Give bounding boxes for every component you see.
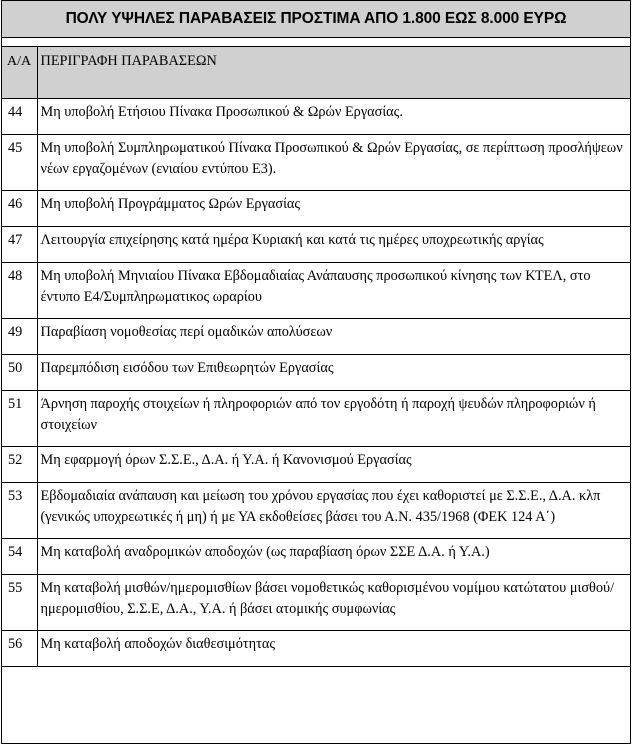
table-row bbox=[2, 391, 630, 447]
violation-description: Μη υποβολή Μηνιαίου Πίνακα Εβδομαδιαίας Ανάπαυσης προσωπικού κίνησης των ΚΤΕΛ, στο έντυπο Ε4/Συμπληρωματικος ωραρίου bbox=[37, 263, 630, 319]
violation-description: Μη καταβολή αναδρομικών αποδοχών (ως παραβίαση όρων ΣΣΕ Δ.Α. ή Υ.Α.) bbox=[37, 539, 630, 575]
violation-number: 55 bbox=[2, 575, 37, 631]
violation-description: Μη εφαρμογή όρων Σ.Σ.Ε., Δ.Α. ή Υ.Α. ή Κανονισμού Εργασίας bbox=[37, 447, 630, 483]
violation-description: Μη καταβολή αποδοχών διαθεσιμότητας bbox=[37, 631, 630, 667]
violation-description: Άρνηση παροχής στοιχείων ή πληροφοριών από τον εργοδότη ή παροχή ψευδών πληροφοριών ή στοιχείων bbox=[37, 391, 630, 447]
violation-description: Μη υποβολή Προγράμματος Ωρών Εργασίας bbox=[37, 191, 630, 227]
violation-description: Μη υποβολή Συμπληρωματικού Πίνακα Προσωπικού & Ωρών Εργασίας, σε περίπτωση προσλήψεων νέων εργαζομένων (ενιαίου εντύπου Ε3). bbox=[37, 135, 630, 191]
table-row bbox=[2, 319, 630, 355]
violation-number: 56 bbox=[2, 631, 37, 667]
violation-number: 52 bbox=[2, 447, 37, 483]
violation-number: 46 bbox=[2, 191, 37, 227]
table-row bbox=[2, 447, 630, 483]
violation-description: Λειτουργία επιχείρησης κατά ημέρα Κυριακή και κατά τις ημέρες υποχρεωτικής αργίας bbox=[37, 227, 630, 263]
table-row bbox=[2, 191, 630, 227]
violation-number: 44 bbox=[2, 99, 37, 135]
document-title: ΠΟΛΥ ΥΨΗΛΕΣ ΠΑΡΑΒΑΣΕΙΣ ΠΡΟΣΤΙΜΑ ΑΠΟ 1.800 ΕΩΣ 8.000 ΕΥΡΩ bbox=[2, 0, 630, 38]
violation-number: 54 bbox=[2, 539, 37, 575]
violation-description: Μη καταβολή μισθών/ημερομισθίων βάσει νομοθετικώς καθορισμένου νομίμου κατώτατου μισθού/ημερομισθίου, Σ.Σ.Ε, Δ.Α., Υ.Α. ή βάσει ατομικής συμφωνίας bbox=[37, 575, 630, 631]
violation-number: 45 bbox=[2, 135, 37, 191]
violation-description: Παραβίαση νομοθεσίας περί ομαδικών απολύσεων bbox=[37, 319, 630, 355]
table-header-row bbox=[2, 47, 630, 99]
table-row bbox=[2, 99, 630, 135]
violation-description: Εβδομαδιαία ανάπαυση και μείωση του χρόνου εργασίας που έχει καθοριστεί με Σ.Σ.Ε., Δ.Α. κλπ (γενικώς υποχρεωτικές ή μη) ή με ΥΑ εκδοθείσες βάσει του Α.Ν. 435/1968 (ΦΕΚ 124 Α΄) bbox=[37, 483, 630, 539]
penalties-document bbox=[1, 0, 631, 744]
table-row bbox=[2, 483, 630, 539]
violation-number: 51 bbox=[2, 391, 37, 447]
column-header-description: ΠΕΡΙΓΡΑΦΗ ΠΑΡΑΒΑΣΕΩΝ bbox=[37, 47, 630, 99]
violation-number: 50 bbox=[2, 355, 37, 391]
table-row bbox=[2, 135, 630, 191]
violation-number: 53 bbox=[2, 483, 37, 539]
table-row bbox=[2, 227, 630, 263]
violation-number: 47 bbox=[2, 227, 37, 263]
violation-number: 49 bbox=[2, 319, 37, 355]
table-row bbox=[2, 575, 630, 631]
table-row bbox=[2, 631, 630, 667]
table-row bbox=[2, 539, 630, 575]
column-header-number: Α/Α bbox=[2, 47, 37, 99]
table-row bbox=[2, 263, 630, 319]
violations-table bbox=[2, 46, 630, 667]
violation-description: Μη υποβολή Ετήσιου Πίνακα Προσωπικού & Ωρών Εργασίας. bbox=[37, 99, 630, 135]
violation-description: Παρεμπόδιση εισόδου των Επιθεωρητών Εργασίας bbox=[37, 355, 630, 391]
violation-number: 48 bbox=[2, 263, 37, 319]
table-row bbox=[2, 355, 630, 391]
